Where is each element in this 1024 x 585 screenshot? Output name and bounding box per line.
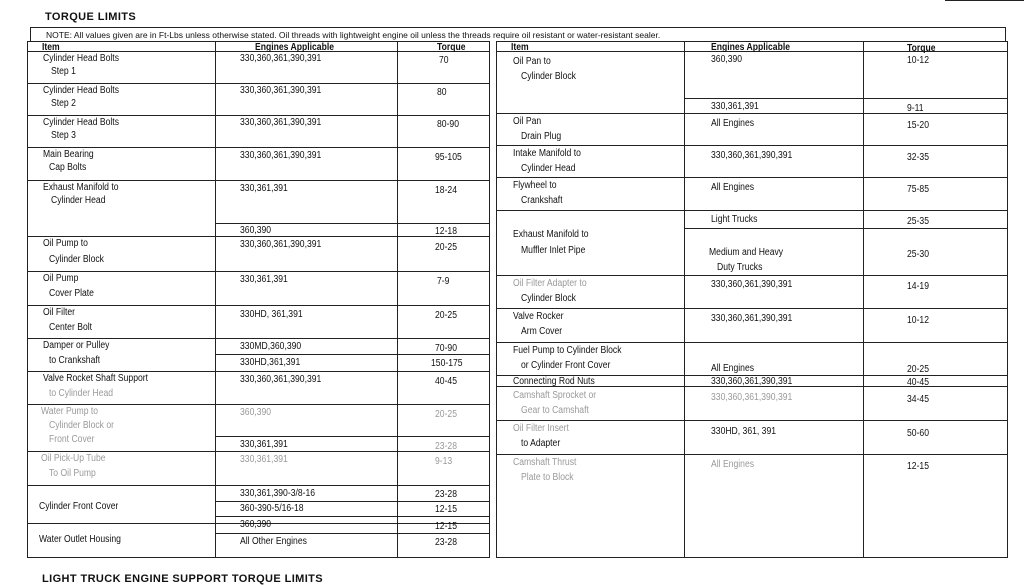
torque-value: 70 <box>439 55 449 66</box>
item-name-line2: Arm Cover <box>521 326 563 337</box>
torque-value: 12-15 <box>907 461 929 472</box>
torque-value: 40-45 <box>907 377 929 388</box>
row-divider <box>496 557 1008 558</box>
table-border <box>496 41 497 558</box>
item-name: Oil Pump <box>43 273 79 284</box>
item-name: Exhaust Manifold to <box>513 229 589 240</box>
torque-value: 9-13 <box>435 456 453 467</box>
torque-value: 34-45 <box>907 394 929 405</box>
engines-value: 360,390 <box>711 54 743 65</box>
engines-value: 330HD,361,391 <box>240 357 301 368</box>
item-name-line2: or Cylinder Front Cover <box>521 360 611 371</box>
engines-value: 360,390 <box>240 407 272 418</box>
item-name: Water Outlet Housing <box>39 534 121 545</box>
item-name: Cylinder Head Bolts <box>43 53 120 64</box>
engines-value: All Engines <box>711 118 755 129</box>
engines-value: 330,361,391 <box>240 183 288 194</box>
row-divider <box>684 98 1008 99</box>
item-name-line3: Front Cover <box>49 434 95 445</box>
column-header-item: Item <box>42 42 60 53</box>
torque-value: 14-19 <box>907 281 929 292</box>
engines-value: All Other Engines <box>240 536 307 547</box>
row-divider <box>215 533 490 534</box>
item-name-line2: Cylinder Block <box>521 293 576 304</box>
engines-value: 330,360,361,390,391 <box>240 150 322 161</box>
torque-value: 9-11 <box>907 103 924 114</box>
note-text: NOTE: All values given are in Ft-Lbs unless otherwise stated. Oil threads with lightweight engine oil unless the threads require oil resistant or water-resistant sealer. <box>30 27 1006 41</box>
row-divider <box>684 228 1008 229</box>
torque-value: 12-15 <box>435 521 457 532</box>
item-name-line2: Cap Bolts <box>49 162 87 173</box>
item-name: Oil Filter <box>43 307 76 318</box>
column-header-engines: Engines Applicable <box>255 42 335 53</box>
column-divider <box>684 41 685 558</box>
item-name: Cylinder Head Bolts <box>43 85 120 96</box>
engines-value: 360,390 <box>240 519 272 530</box>
table-border <box>489 41 490 558</box>
engines-value-line2: Duty Trucks <box>717 262 763 273</box>
section-title: LIGHT TRUCK ENGINE SUPPORT TORQUE LIMITS <box>42 573 324 585</box>
torque-value: 25-35 <box>907 216 929 227</box>
engines-value: 330,361,391 <box>240 439 288 450</box>
row-divider <box>496 308 1008 309</box>
column-header-torque: Torque <box>907 43 936 54</box>
engines-value: 330,360,361,390,391 <box>240 53 322 64</box>
torque-value: 23-28 <box>435 441 457 452</box>
engines-value: 330,361,391 <box>240 274 288 285</box>
column-divider <box>215 41 216 558</box>
row-divider <box>215 516 490 517</box>
column-divider <box>863 41 864 558</box>
row-divider <box>27 485 490 486</box>
column-header-item: Item <box>511 42 529 53</box>
page-title: TORQUE LIMITS <box>45 11 137 23</box>
engines-value: 330,360,361,390,391 <box>711 150 793 161</box>
torque-value: 40-45 <box>435 376 457 387</box>
item-name-line2: Step 3 <box>51 130 76 141</box>
item-name: Main Bearing <box>43 149 94 160</box>
engines-value: 330MD,360,390 <box>240 341 302 352</box>
column-header-torque: Torque <box>437 42 466 53</box>
item-name: Flywheel to <box>513 180 557 191</box>
row-divider <box>496 210 1008 211</box>
item-name: Fuel Pump to Cylinder Block <box>513 345 622 356</box>
engines-value: 330HD, 361,391 <box>240 309 303 320</box>
item-name-line2: Muffler Inlet Pipe <box>521 245 586 256</box>
row-divider <box>496 145 1008 146</box>
item-name-line2: Cover Plate <box>49 288 94 299</box>
torque-value: 10-12 <box>907 315 929 326</box>
row-divider <box>27 305 490 306</box>
item-name-line2: Center Bolt <box>49 322 93 333</box>
row-divider <box>496 113 1008 114</box>
engines-value: 330,361,390-3/8-16 <box>240 488 316 499</box>
torque-value: 20-25 <box>435 310 457 321</box>
item-name: Cylinder Head Bolts <box>43 117 120 128</box>
torque-value: 32-35 <box>907 152 929 163</box>
item-name: Water Pump to <box>41 406 99 417</box>
engines-value: Light Trucks <box>711 214 758 225</box>
item-name-line2: Step 1 <box>51 66 76 77</box>
table-border <box>27 41 28 558</box>
item-name: Oil Filter Insert <box>513 423 569 434</box>
engines-value: 330,360,361,390,391 <box>711 279 793 290</box>
item-name: Oil Pan to <box>513 56 551 67</box>
engines-value: 330,360,361,390,391 <box>240 374 322 385</box>
torque-value: 10-12 <box>907 55 929 66</box>
item-name: Oil Pump to <box>43 238 88 249</box>
item-name-line2: Crankshaft <box>521 195 563 206</box>
column-header-engines: Engines Applicable <box>711 42 791 53</box>
item-name-line2: to Crankshaft <box>49 355 101 366</box>
row-divider <box>496 454 1008 455</box>
item-name: Camshaft Thrust <box>513 457 577 468</box>
engines-value: All Engines <box>711 182 755 193</box>
item-name-line2: To Oil Pump <box>49 468 96 479</box>
item-name: Oil Filter Adapter to <box>513 278 587 289</box>
engines-value: 360,390 <box>240 225 272 236</box>
torque-value: 23-28 <box>435 537 457 548</box>
column-divider <box>397 41 398 558</box>
item-name-line2: Cylinder Head <box>51 195 106 206</box>
torque-value: 7-9 <box>437 276 450 287</box>
item-name-line2: to Cylinder Head <box>49 388 114 399</box>
torque-value: 20-25 <box>435 409 457 420</box>
torque-value: 150-175 <box>431 358 463 369</box>
engines-value: 330,360,361,390,391 <box>711 376 793 387</box>
row-divider <box>496 420 1008 421</box>
item-name-line2: Cylinder Block or <box>49 420 115 431</box>
row-divider <box>496 177 1008 178</box>
top-rule <box>945 0 1024 1</box>
engines-value: 330,360,361,390,391 <box>711 392 793 403</box>
item-name: Exhaust Manifold to <box>43 182 119 193</box>
engines-value: 330HD, 361, 391 <box>711 426 777 437</box>
engines-value: 330,360,361,390,391 <box>240 117 322 128</box>
item-name-line2: Step 2 <box>51 98 76 109</box>
engines-value: 360-390-5/16-18 <box>240 503 304 514</box>
item-name: Oil Pick-Up Tube <box>41 453 106 464</box>
torque-value: 18-24 <box>435 185 457 196</box>
item-name: Oil Pan <box>513 116 542 127</box>
item-name-line2: Plate to Block <box>521 472 574 483</box>
item-name: Connecting Rod Nuts <box>513 376 595 387</box>
torque-value: 23-28 <box>435 489 457 500</box>
torque-value: 12-18 <box>435 226 457 237</box>
torque-value: 25-30 <box>907 249 929 260</box>
engines-value: 330,360,361,390,391 <box>240 85 322 96</box>
engines-value: 330,360,361,390,391 <box>240 239 322 250</box>
item-name-line2: Cylinder Block <box>49 254 104 265</box>
item-name-line2: Cylinder Block <box>521 71 576 82</box>
row-divider <box>27 271 490 272</box>
engines-value: 330,360,361,390,391 <box>711 313 793 324</box>
torque-value: 70-90 <box>435 343 457 354</box>
engines-value: 330,361,391 <box>711 101 759 112</box>
row-divider <box>27 147 490 148</box>
torque-value: 50-60 <box>907 428 929 439</box>
row-divider <box>496 342 1008 343</box>
row-divider <box>496 275 1008 276</box>
item-name-line2: Drain Plug <box>521 131 562 142</box>
torque-value: 80-90 <box>437 119 459 130</box>
engines-value: All Engines <box>711 363 755 374</box>
item-name: Valve Rocket Shaft Support <box>43 373 149 384</box>
torque-value: 80 <box>437 87 447 98</box>
row-divider <box>27 557 490 558</box>
item-name: Intake Manifold to <box>513 148 581 159</box>
item-name: Valve Rocker <box>513 311 564 322</box>
torque-value: 15-20 <box>907 120 929 131</box>
engines-value: All Engines <box>711 459 755 470</box>
table-border <box>1007 41 1008 558</box>
torque-value: 20-25 <box>907 364 929 375</box>
engines-value: Medium and Heavy <box>709 247 784 258</box>
item-name: Camshaft Sprocket or <box>513 390 597 401</box>
right-torque-table <box>496 41 1008 558</box>
engines-value: 330,361,391 <box>240 454 288 465</box>
left-torque-table <box>27 41 490 558</box>
item-name-line2: to Adapter <box>521 438 561 449</box>
item-name: Damper or Pulley <box>43 340 110 351</box>
torque-value: 20-25 <box>435 242 457 253</box>
item-name-line2: Gear to Camshaft <box>521 405 589 416</box>
torque-value: 75-85 <box>907 184 929 195</box>
item-name: Cylinder Front Cover <box>39 501 119 512</box>
item-name-line2: Cylinder Head <box>521 163 576 174</box>
torque-value: 12-15 <box>435 504 457 515</box>
row-divider <box>215 436 490 437</box>
torque-value: 95-105 <box>435 152 462 163</box>
